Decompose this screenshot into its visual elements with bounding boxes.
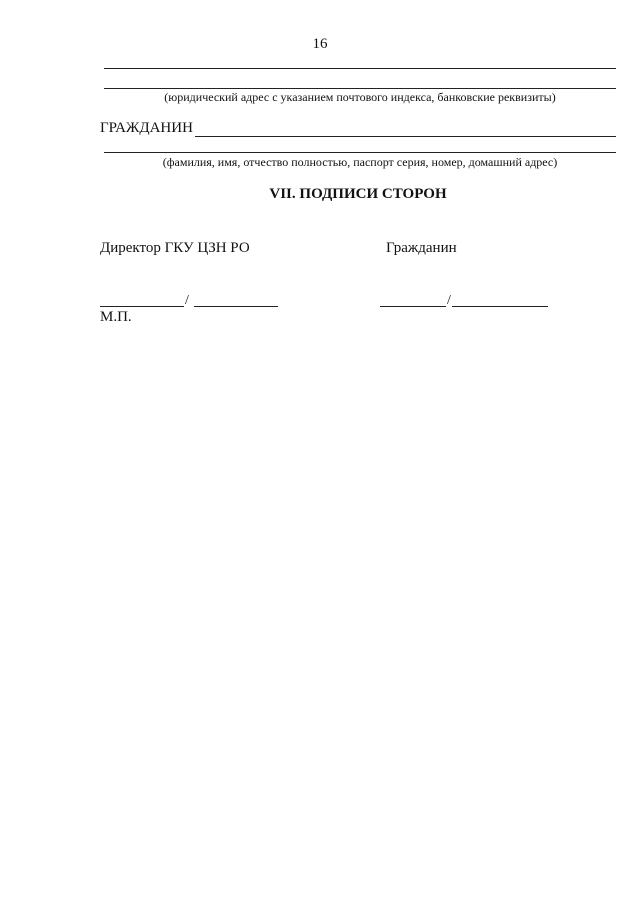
- citizen-caption: (фамилия, имя, отчество полностью, паспорт серия, номер, домашний адрес): [162, 155, 558, 169]
- citizen-signature-block: [380, 294, 548, 307]
- page-number: 16: [312, 36, 328, 52]
- citizen-name-line: [452, 294, 548, 307]
- director-title: Директор ГКУ ЦЗН РО: [100, 240, 250, 256]
- citizen-signature-slash: /: [447, 293, 451, 308]
- citizen-line-2: [104, 152, 616, 153]
- citizen-fill-line: [195, 122, 616, 137]
- director-signature-line: [100, 294, 184, 307]
- director-signature-slash: /: [185, 293, 189, 308]
- legal-address-line-1: [104, 68, 616, 69]
- citizen-field: [100, 120, 616, 137]
- director-signature-block: [100, 294, 278, 307]
- seal-label: М.П.: [100, 309, 132, 325]
- section-title: VII. ПОДПИСИ СТОРОН: [269, 186, 447, 202]
- legal-address-caption: (юридический адрес с указанием почтового индекса, банковские реквизиты): [164, 90, 556, 104]
- citizen-label: ГРАЖДАНИН: [100, 120, 193, 136]
- director-name-line: [194, 294, 278, 307]
- citizen-signatory-title: Гражданин: [386, 240, 457, 256]
- citizen-signature-line: [380, 294, 446, 307]
- legal-address-line-2: [104, 88, 616, 89]
